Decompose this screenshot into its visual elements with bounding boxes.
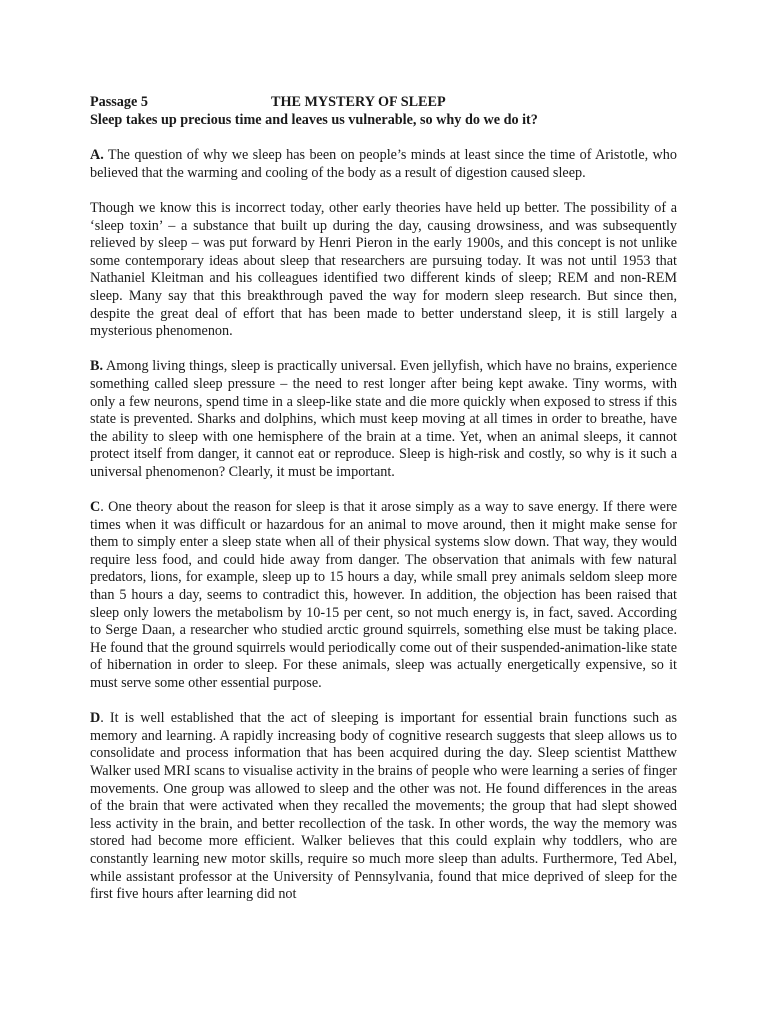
paragraph-letter: C <box>90 499 101 516</box>
paragraph-letter: D <box>90 710 101 727</box>
paragraph-a <box>90 147 677 182</box>
passage-subtitle: Sleep takes up precious time and leaves us vulnerable, so why do we do it? <box>90 111 538 128</box>
paragraph-c <box>90 499 677 693</box>
paragraph-text: Among living things, sleep is practically universal. Even jellyfish, which have no brains, experience something called sleep pressure – the need to rest longer after being kept awake. Tiny worms, with only a few neurons, spend time in a sleep-like state and die more quickly when exposed to stress if this state is prevented. Sharks and dolphins, which must keep moving at all times in order to breathe, have the ability to sleep with one hemisphere of the brain at a time. Yet, when an animal sleeps, it cannot protect itself from danger, it cannot eat or reproduce. Sleep is high-risk and costly, so why is it such a universal phenomenon? Clearly, it must be important. <box>90 358 677 480</box>
passage-title: THE MYSTERY OF SLEEP <box>271 94 446 110</box>
document-page <box>90 94 677 904</box>
paragraph-letter: A. <box>90 147 104 164</box>
paragraph-text: Though we know this is incorrect today, other early theories have held up better. The possibility of a ‘sleep toxin’ – a substance that built up during the day, causing drowsiness, and was subsequently relieved by sleep – was put forward by Henri Pieron in the early 1900s, and this concept is not unlike some contemporary ideas about sleep that researchers are pursuing today. It was not until 1953 that Nathaniel Kleitman and his colleagues identified two different kinds of sleep; REM and non-REM sleep. Many say that this breakthrough paved the way for modern sleep research. But since then, despite the great deal of effort that has been made to better understand sleep, it is still largely a mysterious phenomenon. <box>90 199 677 340</box>
paragraph-b <box>90 358 677 481</box>
passage-label: Passage 5 <box>90 94 148 110</box>
paragraph-a-continued <box>90 200 677 341</box>
paragraph-text: . One theory about the reason for sleep is that it arose simply as a way to save energy. If there were times when it was difficult or hazardous for an animal to move around, then it might make sense for them to simply enter a sleep state when all of their physical systems slow down. That way, they would require less food, and could hide away from danger. The observation that animals with few natural predators, lions, for example, sleep up to 15 hours a day, while small prey animals seldom sleep more than 5 hours a day, seems to contradict this, however. In addition, the objection has been raised that sleep only lowers the metabolism by 10-15 per cent, so not much energy is, in fact, saved. According to Serge Daan, a researcher who studied arctic ground squirrels, something else must be taking place. He found that the ground squirrels would periodically come out of their suspended-animation-like state of hibernation in order to sleep. For these animals, sleep was actually energetically expensive, so it must serve some other essential purpose. <box>90 499 677 691</box>
paragraph-d <box>90 710 677 904</box>
paragraph-text: The question of why we sleep has been on people’s minds at least since the time of Aristotle, who believed that the warming and cooling of the body as a result of digestion caused sleep. <box>90 147 677 181</box>
heading-line <box>90 94 677 112</box>
paragraph-text: . It is well established that the act of sleeping is important for essential brain functions such as memory and learning. A rapidly increasing body of cognitive research suggests that sleep allows us to consolidate and process information that has been acquired during the day. Sleep scientist Matthew Walker used MRI scans to visualise activity in the brains of people who were learning a series of finger movements. One group was allowed to sleep and the other was not. He found differences in the areas of the brain that were activated when they recalled the movements; the group that had slept showed less activity in the brain, and better recollection of the task. In other words, the way the memory was stored had become more efficient. Walker believes that this could explain why toddlers, who are constantly learning new motor skills, require so much more sleep than adults. Furthermore, Ted Abel, while assistant professor at the University of Pennsylvania, found that mice deprived of sleep for the first five hours after learning did not <box>90 710 677 903</box>
paragraph-letter: B. <box>90 358 104 375</box>
